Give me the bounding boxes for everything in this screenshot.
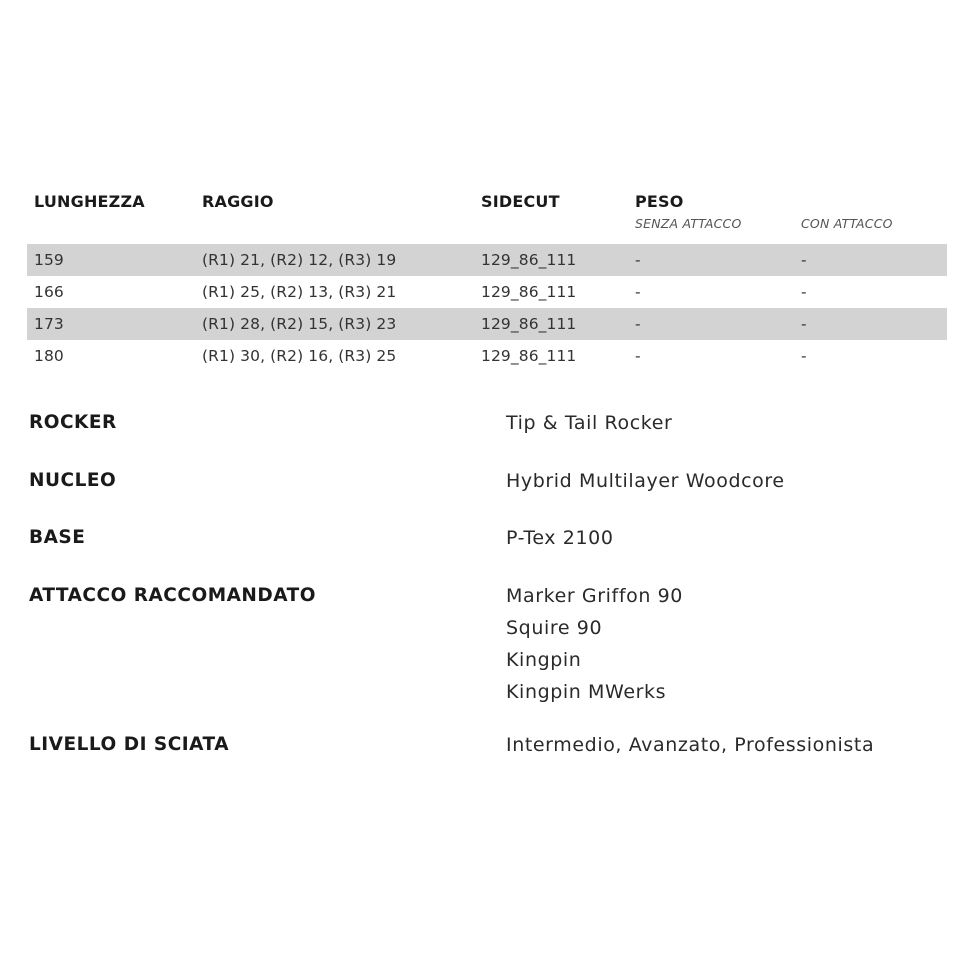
specs-table (27, 192, 947, 372)
property-base (29, 527, 949, 585)
cell-sidecut: 129_86_111 (481, 251, 577, 269)
cell-weight-no-binding: - (635, 315, 641, 333)
binding-option: Kingpin MWerks (506, 681, 667, 703)
cell-length: 180 (34, 347, 64, 365)
cell-radius: (R1) 28, (R2) 15, (R3) 23 (202, 315, 397, 333)
property-label: ROCKER (29, 412, 117, 433)
table-header (27, 192, 947, 244)
table-row (27, 276, 947, 308)
cell-weight-no-binding: - (635, 347, 641, 365)
cell-weight-with-binding: - (801, 251, 807, 269)
cell-radius: (R1) 30, (R2) 16, (R3) 25 (202, 347, 397, 365)
cell-weight-with-binding: - (801, 283, 807, 301)
property-label: NUCLEO (29, 470, 117, 491)
header-length: LUNGHEZZA (34, 192, 145, 211)
table-row (27, 244, 947, 276)
property-value-list (506, 580, 683, 708)
property-level (29, 734, 949, 774)
cell-sidecut: 129_86_111 (481, 315, 577, 333)
property-value: Intermedio, Avanzato, Professionista (506, 734, 875, 756)
header-weight-with-binding: CON ATTACCO (801, 216, 893, 231)
property-label: BASE (29, 527, 86, 548)
property-label: LIVELLO DI SCIATA (29, 734, 230, 755)
cell-sidecut: 129_86_111 (481, 283, 577, 301)
binding-option: Kingpin (506, 649, 582, 671)
header-weight-no-binding: SENZA ATTACCO (635, 216, 742, 231)
property-rocker (29, 412, 949, 470)
cell-weight-with-binding: - (801, 347, 807, 365)
binding-option: Squire 90 (506, 617, 603, 639)
cell-weight-no-binding: - (635, 283, 641, 301)
property-value: P-Tex 2100 (506, 527, 614, 549)
header-radius: RAGGIO (202, 192, 274, 211)
property-value: Hybrid Multilayer Woodcore (506, 470, 785, 492)
property-binding (29, 585, 949, 734)
cell-weight-with-binding: - (801, 315, 807, 333)
property-label: ATTACCO RACCOMANDATO (29, 585, 316, 606)
table-row (27, 340, 947, 372)
cell-radius: (R1) 25, (R2) 13, (R3) 21 (202, 283, 397, 301)
header-weight: PESO (635, 192, 684, 211)
cell-length: 173 (34, 315, 64, 333)
property-value: Tip & Tail Rocker (506, 412, 673, 434)
cell-length: 166 (34, 283, 64, 301)
cell-length: 159 (34, 251, 64, 269)
cell-radius: (R1) 21, (R2) 12, (R3) 19 (202, 251, 397, 269)
ski-properties (29, 412, 949, 774)
cell-weight-no-binding: - (635, 251, 641, 269)
cell-sidecut: 129_86_111 (481, 347, 577, 365)
property-core (29, 470, 949, 527)
binding-option: Marker Griffon 90 (506, 585, 683, 607)
table-row (27, 308, 947, 340)
header-sidecut: SIDECUT (481, 192, 560, 211)
